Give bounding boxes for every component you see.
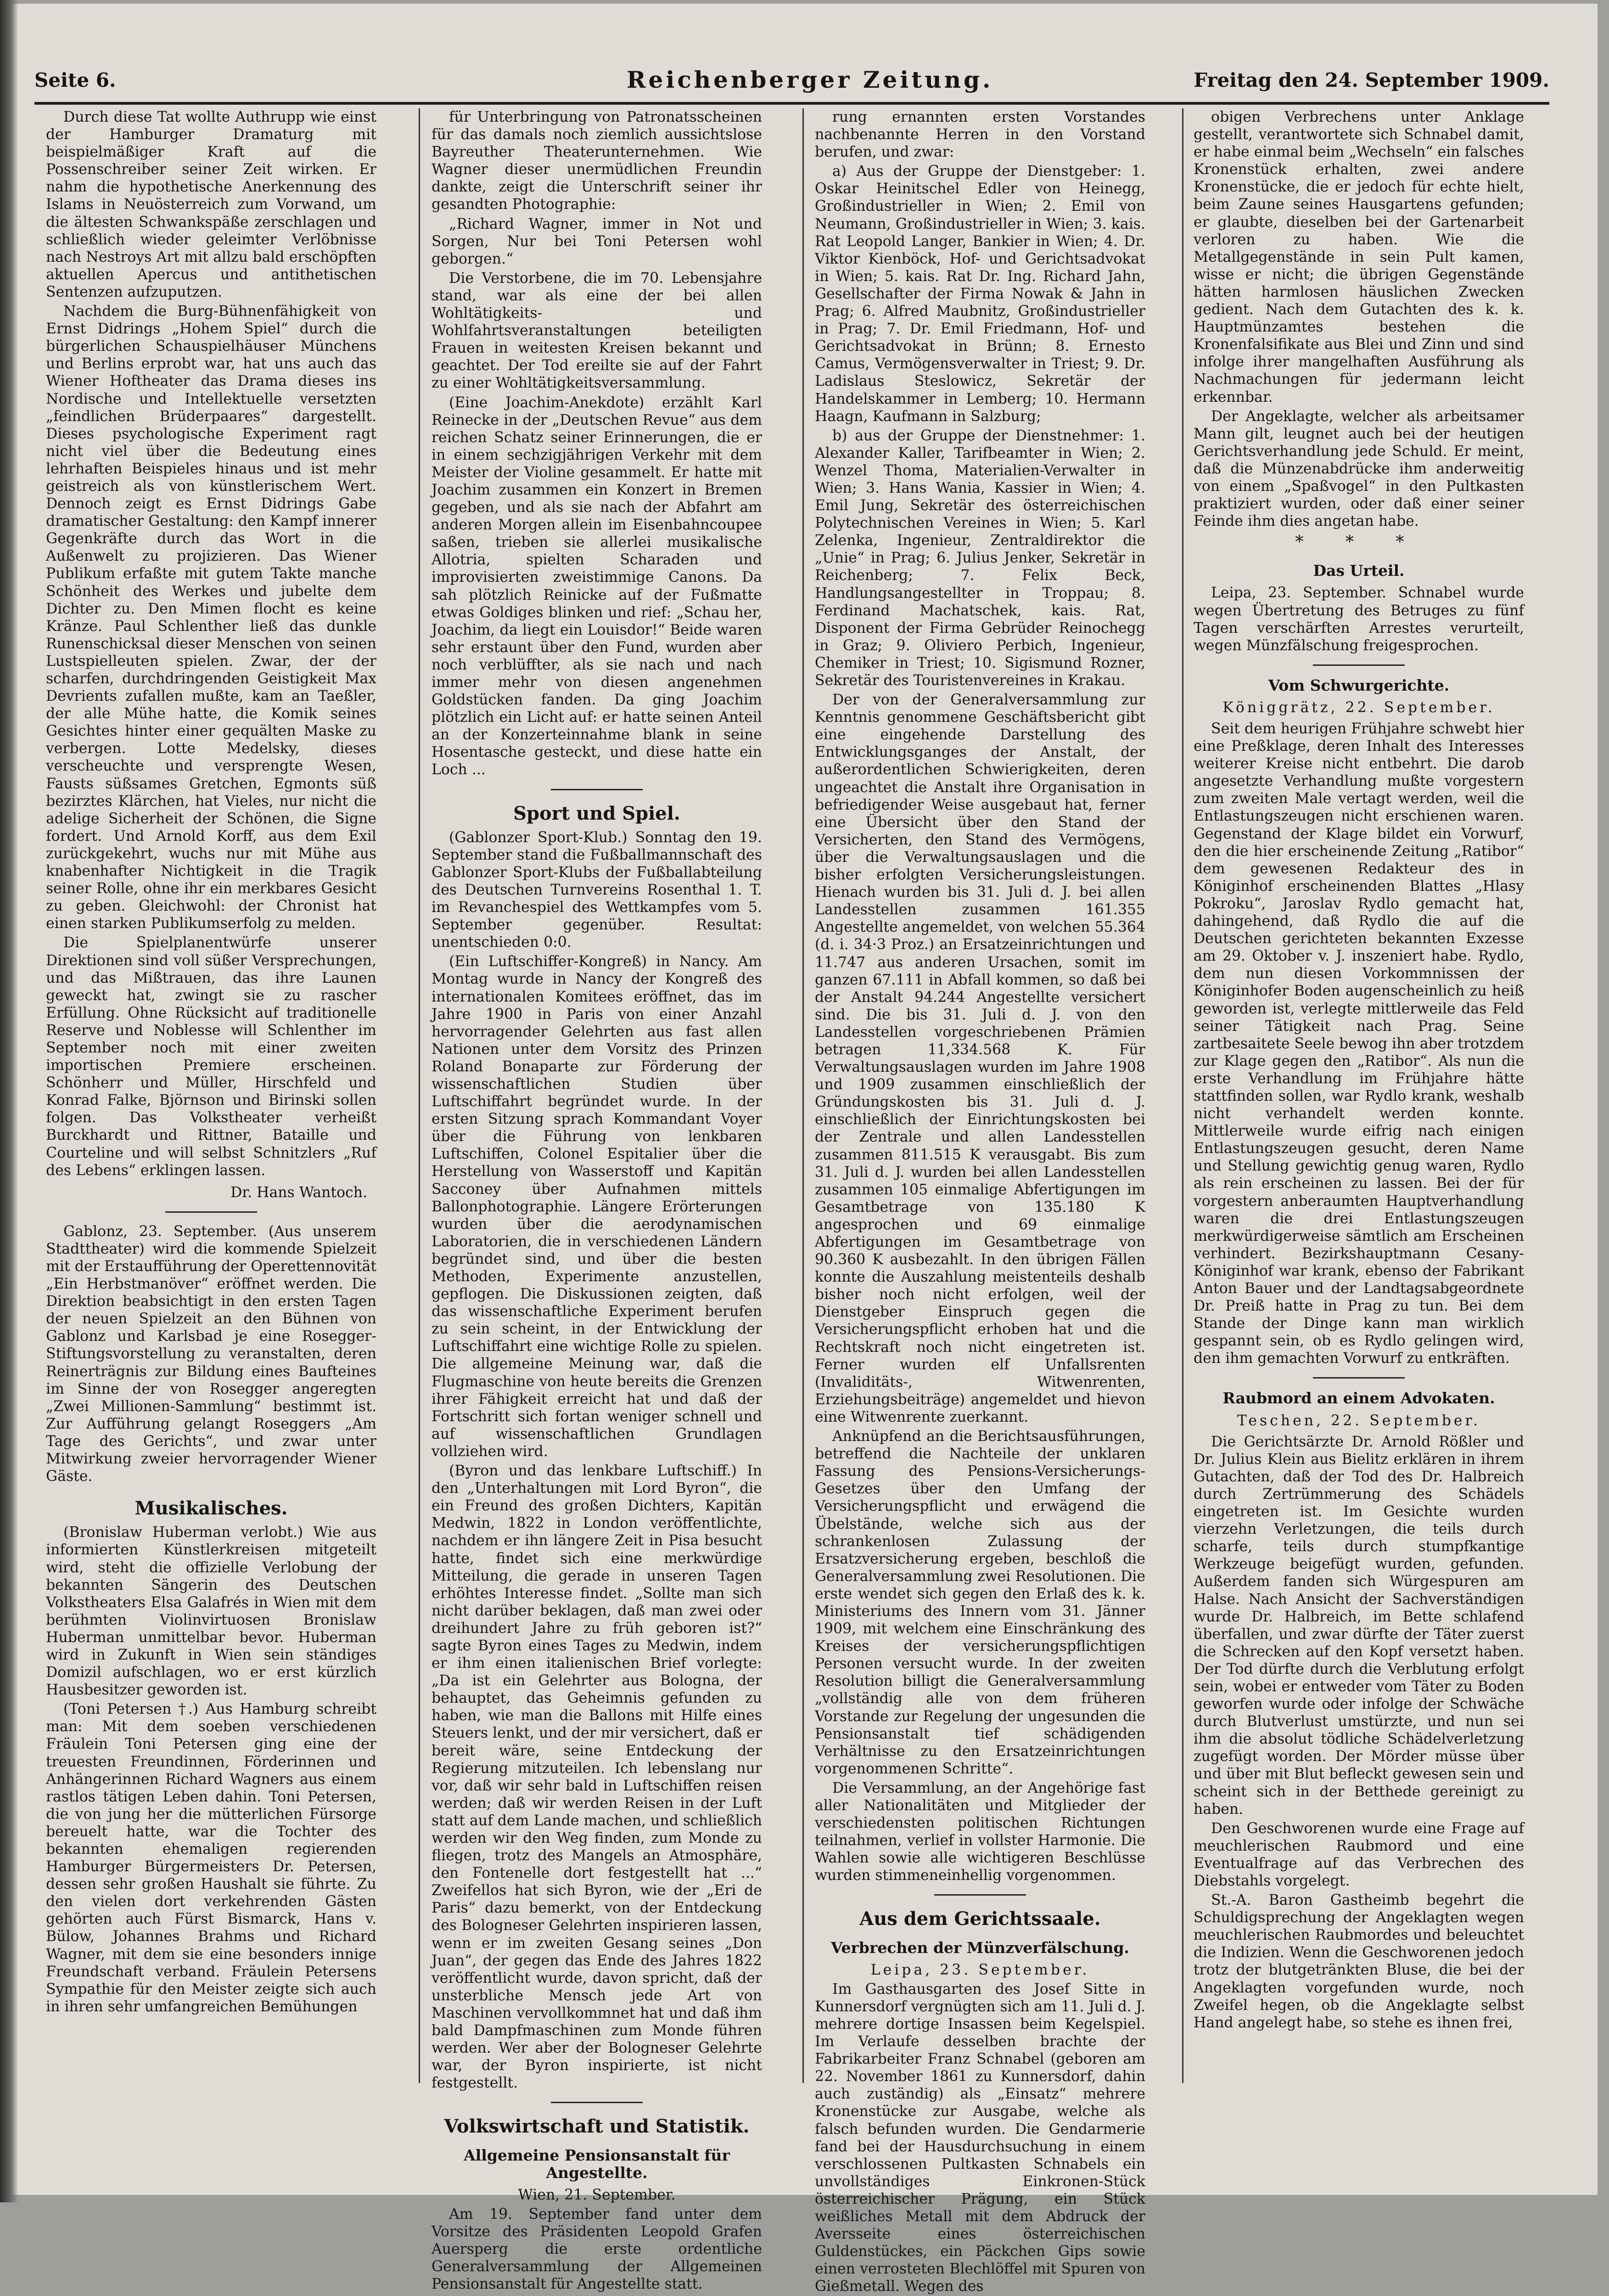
paragraph: a) Aus der Gruppe der Dienstgeber: 1. Oskar Heinitschel Edler von Heinegg, Großindustrieller in Wien; 2. Emil von Neumann, Großindustrieller in Wien; 3. kais. Rat Leopold Langer, Bankier in Wien; 4. Dr. Viktor Kienböck, Hof- und Gerichtsadvokat in Wien; 5. kais. Rat Dr. Ing. Richard Jahn, Gesellschafter der Firma Nowak & Jahn in Prag; 6. Alfred Maubnitz, Großindustrieller in Prag; 7. Dr. Emil Friedmann, Hof- und Gerichtsadvokat in Brünn; 8. Ernesto Camus, Vermögensverwalter in Triest; 9. Dr. Ladislaus Steslowicz, Sekretär der Handelskammer in Lemberg; 10. Hermann Haagn, Kaufmann in Salzburg; bbox=[815, 163, 1145, 425]
dateline: Leipa, 23. September. bbox=[870, 1961, 1090, 1978]
column-rule bbox=[802, 108, 804, 2083]
section-divider bbox=[551, 2102, 643, 2103]
section-divider bbox=[934, 1894, 1026, 1896]
section-heading-sport: Sport und Spiel. bbox=[513, 802, 680, 824]
column-rule bbox=[419, 108, 420, 2083]
subheading-verdict: Das Urteil. bbox=[1313, 562, 1405, 580]
paragraph: (Bronislaw Huberman verlobt.) Wie aus informierten Künstlerkreisen mitgeteilt wird, steht die offizielle Verlobung der bekannten Sängerin des Deutschen Volkstheaters Elsa Galafrés in Wien mit dem berühmten Violinvirtuosen Bronislaw Huberman unmittelbar bevor. Huberman wird in Zukunft in Wien sein ständiges Domizil aufschlagen, wo er erst kürzlich Hausbesitzer geworden ist. bbox=[46, 1524, 376, 1699]
paragraph: Den Geschworenen wurde eine Frage auf meuchlerischen Raubmord und eine Eventualfrage auf das Verbrechen des Diebstahls vorgelegt. bbox=[1194, 1820, 1524, 1889]
quote: „Richard Wagner, immer in Not und Sorgen, Nur bei Toni Petersen wohl geborgen.“ bbox=[432, 215, 762, 267]
paragraph: (Byron und das lenkbare Luftschiff.) In den „Unterhaltungen mit Lord Byron“, die ein Freund des großen Dichters, Kapitän Medwin, 1822 in London veröffentlichte, nachdem er ihn längere Zeit in Pisa besucht hatte, findet sich eine merkwürdige Mitteilung, die gerade in unseren Tagen erhöhtes Interesse findet. „Sollte man sich nicht darüber beklagen, daß man zwei oder dreihundert Jahre zu früh geboren ist?“ sagte Byron eines Tages zu Medwin, indem er ihm einen italienischen Brief vorlegte: „Da ist ein Gelehrter aus Bologna, der behauptet, das Geheimnis gefunden zu haben, wie man die Ballons mit Hilfe eines Steuers lenkt, und der mir versichert, daß er bereit wäre, seine Entdeckung der Regierung mitzuteilen. Ich lebenslang nur vor, daß wir sehr bald in Luftschiffen reisen werden; daß wir werden Reisen in der Luft statt auf dem Lande machen, und schließlich werden wir den Weg finden, zum Monde zu fliegen, trotz des Mangels an Atmosphäre, den Fontenelle dort festgestellt hat ...“ Zweifellos hat sich Byron, wie der „Eri de Paris“ dazu bemerkt, von der Entdeckung des Bologneser Gelehrten inspirieren lassen, wenn er im zweiten Gesang seines „Don Juan“, der gegen das Ende des Jahres 1822 veröffentlicht wurde, davon spricht, daß der unsterbliche Mensch jede Art von Maschinen vervollkommnet hat und daß ihm bald Dampfmaschinen zum Monde führen werden. Wer aber der Bologneser Gelehrte war, der Byron inspirierte, ist nicht festgestellt. bbox=[432, 1463, 762, 2092]
paragraph: für Unterbringung von Patronatsscheinen für das damals noch ziemlich aussichtslose Bayreuther Theaterunternehmen. Wie Wagner dieser unermüdlichen Freundin dankte, zeigt die Unterschrift seiner ihr gesandten Photographie: bbox=[432, 109, 762, 213]
issue-date: Freitag den 24. September 1909. bbox=[1194, 69, 1549, 91]
paragraph: Die Versammlung, an der Angehörige fast aller Nationalitäten und Mitglieder der verschiedensten politischen Richtungen teilnahmen, verlief in vollster Harmonie. Die Wahlen sowie alle wichtigeren Beschlüsse wurden stimmeneinhellig vorgenommen. bbox=[815, 1779, 1145, 1884]
asterism: * * * bbox=[1295, 533, 1423, 552]
paragraph: (Eine Joachim-Anekdote) erzählt Karl Reinecke in der „Deutschen Revue“ aus dem reichen Schatz seiner Erinnerungen, die er in einem sechzigjährigen Verkehr mit dem Meister der Violine gesammelt. Er hatte mit Joachim zusammen ein Konzert in Bremen gegeben, und als sie nach der Abfahrt am anderen Morgen allein im Eisenbahncoupee saßen, trieben sie allerlei musikalische Allotria, spielten Scharaden und improvisierten zweistimmige Canons. Da sah plötzlich Reinicke auf der Fußmatte etwas Goldiges blinken und rief: „Schau her, Joachim, da liegt ein Louisdor!“ Beide waren sehr erstaunt über den Fund, wurden aber noch verblüffter, als sie nach und nach immer mehr von diesen angenehmen Goldstücken fanden. Da ging Joachim plötzlich ein Licht auf: er hatte seinen Anteil an der Konzerteinnahme blank in seine Hosentasche gesteckt, und diese hatte ein Loch ... bbox=[432, 394, 762, 778]
paragraph: Nachdem die Burg-Bühnenfähigkeit von Ernst Didrings „Hohem Spiel“ durch die bürgerlichen Schauspielhäuser Münchens und Berlins erprobt war, hat uns auch das Wiener Hoftheater das Drama dieses ins Nordische und Intellektuelle versetzten „feindlichen Brüderpaares“ dargestellt. Dieses psychologische Experiment ragt nicht viel über die Bedeutung eines lehrhaften Beispieles hinaus und ist mehr geistreich als von künstlerischem Wert. Dennoch zeigt es Ernst Didrings Gabe dramatischer Gestaltung: den Kampf innerer Gegenkräfte durch das Wort in die Außenwelt zu projizieren. Das Wiener Publikum erfaßte mit gutem Takte manche Schönheit des Werkes und jubelte dem Dichter zu. Den Mimen flocht es keine Kränze. Paul Schlenther ließ das dunkle Runenschicksal dieser Menschen von seinen Lustspielleuten spielen. Zwar, der der scharfen, durchdringenden Geistigkeit Max Devrients zufallen mußte, kam an Taeßler, der alle Mühe hatte, die Komik seines Gesichtes hinter einer gequälten Maske zu verbergen. Lotte Medelsky, dieses verscheuchte und versprengte Wesen, Fausts süßsames Gretchen, Egmonts süß bezirztes Klärchen, hat Vieles, nur nicht die adelige Sicherheit der Schönen, die Signe fordert. Und Arnold Korff, aus dem Exil zurückgekehrt, wuchs nur mit Mühe aus knabenhafter Nichtigkeit in die Tragik seiner Rolle, ohne ihr ein merkbares Gesicht zu geben. Gleichwohl: der Chronist hat einen starken Publikumserfolg zu melden. bbox=[46, 303, 376, 932]
column-3 bbox=[815, 108, 1145, 2295]
paragraph: Anknüpfend an die Berichtsausführungen, betreffend die Nachteile der unklaren Fassung des Pensions-Versicherungs-Gesetzes über den Umfang der Versicherungspflicht und erwägend die Übelstände, welche sich aus der schrankenlosen Zulassung der Ersatzversicherung ergeben, beschloß die Generalversammlung zwei Resolutionen. Die erste wendet sich gegen den Erlaß des k. k. Ministeriums des Innern vom 31. Jänner 1909, mit welchem eine Einschränkung des Kreises der versicherungspflichtigen Personen versucht wurde. In der zweiten Resolution billigt die Generalversammlung „vollständig alle von dem früheren Vorstande zur Regelung der ungesunden die Pensionsanstalt tief schädigenden Verhältnisse zu den Ersatzeinrichtungen vorgenommenen Schritte“. bbox=[815, 1428, 1145, 1777]
paragraph: obigen Verbrechens unter Anklage gestellt, verantwortete sich Schnabel damit, er habe einmal beim „Wechseln“ ein falsches Kronenstück erhalten, zwei andere Kronenstücke, die er jedoch für echte hielt, beim Zaune seines Hausgartens gefunden; er glaubte, dieselben bei der Gartenarbeit verloren zu haben. Wie die Metallgegenstände in sein Pult kamen, wisse er nicht; die übrigen Gegenstände hätten harmlosen häuslichen Zwecken gedient. Nach dem Gutachten des k. k. Hauptmünzamtes bestehen die Kronenfalsifikate aus Blei und Zinn und sind infolge ihrer mangelhaften Ausführung als Nachmachungen für jedermann leicht erkennbar. bbox=[1194, 109, 1524, 405]
header-rule bbox=[34, 102, 1549, 105]
paragraph: b) aus der Gruppe der Dienstnehmer: 1. Alexander Kaller, Tarifbeamter in Wien; 2. Wenzel Thoma, Materialien-Verwalter in Wien; 3. Hans Wania, Kassier in Wien; 4. Emil Jung, Sekretär des österreichischen Polytechnischen Vereines in Wien; 5. Karl Zelenka, Ingenieur, Zentraldirektor die „Unie“ in Prag; 6. Julius Jenker, Sekretär in Reichenberg; 7. Felix Beck, Handlungsangestellter in Troppau; 8. Ferdinand Machatschek, kais. Rat, Disponent der Firma Gebrüder Reinochegg in Graz; 9. Oliviero Perbich, Ingenieur, Chemiker in Triest; 10. Sigismund Rozner, Sekretär des Touristenvereines in Krakau. bbox=[815, 427, 1145, 689]
section-divider bbox=[551, 789, 643, 790]
column-rule bbox=[1182, 108, 1183, 2083]
section-heading-economy: Volkswirtschaft und Statistik. bbox=[444, 2116, 750, 2138]
paragraph: Die Gerichtsärzte Dr. Arnold Rößler und Dr. Julius Klein aus Bielitz erklären in ihrem Gutachten, daß der Tod des Dr. Halbreich durch Zertrümmerung des Schädels eingetreten ist. Im Gesichte wurden vierzehn Verletzungen, die teils durch scharfe, teils durch stumpfkantige Werkzeuge beigefügt wurden, gefunden. Außerdem fanden sich Würgespuren am Halse. Nach Ansicht der Sachverständigen wurde Dr. Halbreich, im Bette schlafend überfallen, und zwar dürfte der Täter zuerst die Schrecken auf den Kopf versetzt haben. Der Tod dürfte durch die Verblutung erfolgt sein, wobei er entweder vom Täter zu Boden geworfen wurde oder infolge der Schwäche durch Blutverlust umstürzte, und nun sei ihm die absolut tödliche Schädelverletzung zugefügt worden. Der Mörder müsse über und über mit Blut befleckt gewesen sein und scheint sich in der Betthede gereinigt zu haben. bbox=[1194, 1433, 1524, 1818]
column-2 bbox=[432, 108, 762, 2293]
paragraph: Die Verstorbene, die im 70. Lebensjahre stand, war als eine der bei allen Wohltätigkeits- und Wohlfahrtsveranstaltungen beteiligten Frauen in weitesten Kreisen bekannt und geachtet. Der Tod ereilte sie auf der Fahrt zu einer Wohltätigkeitsversammlung. bbox=[432, 270, 762, 392]
paragraph: Seit dem heurigen Frühjahre schwebt hier eine Preßklage, deren Inhalt des Interesses weiterer Kreise nicht entbehrt. Die darob angesetzte Verhandlung mußte vorgestern zum zweiten Male vertagt werden, weil die Entlastungszeugen nicht erschienen waren. Gegenstand der Klage bildet ein Vorwurf, den die hier erscheinende Zeitung „Ratibor“ dem gewesenen Redakteur des in Königinhof erscheinenden Blattes „Hlasy Pokroku“, Jaroslav Rydlo gemacht hat, dahingehend, daß Rydlo die auf die Deutschen gerichteten bekannten Exzesse am 29. Oktober v. J. inszeniert habe. Rydlo, dem nun diesen Vorkommnissen der Königinhofer Boden augenscheinlich zu heiß geworden ist, verlegte mittlerweile das Feld seiner Tätigkeit nach Prag. Seine zartbesaitete Seele bewog ihn aber trotzdem zur Klage gegen den „Ratibor“. Als nun die erste Verhandlung im Frühjahre hätte stattfinden sollen, war Rydlo krank, weshalb nicht verhandelt werden konnte. Mittlerweile wurde eifrig nach einigen Entlastungszeugen gesucht, deren Name und Stellung gewichtig genug waren, Rydlo als rein erscheinen zu lassen. Bei der für vorgestern anberaumten Hauptverhandlung waren die drei Entlastungszeugen merkwürdigerweise sämtlich am Erscheinen verhindert. Bezirkshauptmann Cesany-Königinhof war krank, ebenso der Fabrikant Anton Bauer und der Landtagsabgeordnete Dr. Preiß hatte in Prag zu tun. Bei dem Stande der Dinge kann man wirklich gespannt sein, ob es Rydlo gelingen wird, den ihm gemachten Vorwurf zu entkräften. bbox=[1194, 720, 1524, 1367]
paragraph: (Ein Luftschiffer-Kongreß) in Nancy. Am Montag wurde in Nancy der Kongreß des internationalen Komitees eröffnet, das im Jahre 1900 in Paris von einer Anzahl hervorragender Gelehrten aus fast allen Nationen unter dem Vorsitz des Prinzen Roland Bonaparte zur Förderung der wissenschaftlichen Studien über Luftschiffahrt begründet wurde. In der ersten Sitzung sprach Kommandant Voyer über die Führung von lenkbaren Luftschiffen, Colonel Espitalier über die Herstellung von Wasserstoff und Kapitän Sacconey über Aufnahmen mittels Ballonphotographie. Längere Erörterungen wurden über die aerodynamischen Laboratorien, die in verschiedenen Ländern begründet sind, und über die besten Methoden, Experimente anzustellen, gepflogen. Die Diskussionen zeigten, daß das wissenschaftliche Experiment berufen zu sein scheint, in der Entwicklung der Luftschiffahrt eine wichtige Rolle zu spielen. Die allgemeine Meinung war, daß die Flugmaschine von heute bereits die Grenzen ihrer Fähigkeit erreicht hat und daß der Fortschritt sich fortan weniger schnell und auf wissenschaftlichen Grundlagen vollziehen wird. bbox=[432, 953, 762, 1460]
section-divider bbox=[1313, 664, 1405, 666]
paragraph: Der von der Generalversammlung zur Kenntnis genommene Geschäftsbericht gibt eine eingehende Darstellung des Entwicklungsganges der Anstalt, der außerordentlichen Schwierigkeiten, deren ungeachtet die Anstalt ihre Organisation in befriedigender Weise ausgebaut hat, ferner eine Übersicht über den Stand der Versicherten, den Stand des Vermögens, über die Verwaltungsauslagen und die bisher erfolgten Versicherungsleistungen. Hienach wurden bis 31. Juli d. J. bei allen Landesstellen zusammen 161.355 Angestellte angemeldet, von welchen 55.364 (d. i. 34·3 Proz.) an Ersatzeinrichtungen und 11.747 aus anderen Ursachen, somit im ganzen 67.111 in Abfall kommen, so daß bei der Anstalt 94.244 Angestellte versichert sind. Die bis 31. Juli d. J. von den Landesstellen vorgeschriebenen Prämien betragen 11,334.568 K. Für Verwaltungsauslagen wurden im Jahre 1908 und 1909 zusammen einschließlich der Gründungskosten bis 31. Juli d. J. einschließlich der Einrichtungskosten bei der Zentrale und allen Landesstellen zusammen 811.515 K verausgabt. Bis zum 31. Juli d. J. wurden bei allen Landesstellen zusammen 105 einmalige Abfertigungen im Gesamtbetrage von 135.180 K angesprochen und 69 einmalige Abfertigungen im Gesamtbetrage von 90.360 K ausbezahlt. In den übrigen Fällen konnte die Auszahlung meistenteils deshalb bisher noch nicht erfolgen, weil der Dienstgeber Einspruch gegen die Versicherungspflicht erhoben hat und die Rechtskraft noch nicht eingetreten ist. Ferner wurden elf Unfallsrenten (Invaliditäts-, Witwenrenten, Erziehungsbeiträge) angemeldet und hievon eine Witwenrente zuerkannt. bbox=[815, 692, 1145, 1425]
paragraph: (Toni Petersen †.) Aus Hamburg schreibt man: Mit dem soeben verschiedenen Fräulein Toni Petersen ging eine der treuesten Freundinnen, Förderinnen und Anhängerinnen Richard Wagners aus einem rastlos tätigen Leben dahin. Toni Petersen, die von jung her die mütterlichen Fürsorge bereuelt hatte, war die Tochter des bekannten ehemaligen regierenden Hamburger Bürgermeisters Dr. Petersen, dessen sehr großen Haushalt sie führte. Zu den vielen dort verkehrenden Gästen gehörten auch Fürst Bismarck, Hans v. Bülow, Johannes Brahms und Richard Wagner, mit dem sie eine besonders innige Freundschaft verband. Fräulein Petersens Sympathie für den Meister zeigte sich auch in ihren sehr umfangreichen Bemühungen bbox=[46, 1701, 376, 2015]
paragraph: Am 19. September fand unter dem Vorsitze des Präsidenten Leopold Grafen Auersperg die erste ordentliche Generalversammlung der Allgemeinen Pensionsanstalt für Angestellte statt. bbox=[432, 2206, 762, 2293]
paragraph: Leipa, 23. September. Schnabel wurde wegen Übertretung des Betruges zu fünf Tagen verschärften Arrestes verurteilt, wegen Münzfälschung freigesprochen. bbox=[1194, 585, 1524, 654]
masthead: Reichenberger Zeitung. bbox=[627, 66, 993, 93]
section-divider bbox=[165, 1211, 257, 1213]
page-number: Seite 6. bbox=[34, 69, 116, 91]
paragraph: Im Gasthausgarten des Josef Sitte in Kunnersdorf vergnügten sich am 11. Juli d. J. mehrere dortige Insassen beim Kegelspiel. Im Verlaufe desselben brachte der Fabrikarbeiter Franz Schnabel (geboren am 22. November 1861 zu Kunnersdorf, dahin auch zuständig) als „Einsatz“ mehrere Kronenstücke zur Ausgabe, welche als falsch befunden wurden. Die Gendarmerie fand bei der Hausdurchsuchung in einem verschlossenen Pultkasten Schnabels ein unvollständiges Einkronen-Stück österreichischer Prägung, ein Stück weißliches Metall mit dem Abdruck der Aversseite eines österreichischen Guldenstückes, ein Päckchen Gips sowie einen verrosteten Blechlöffel mit Spuren von Gießmetall. Wegen des bbox=[815, 1981, 1145, 2295]
subheading-jury: Vom Schwurgerichte. bbox=[1268, 676, 1450, 694]
subheading-murder: Raubmord an einem Advokaten. bbox=[1222, 1389, 1495, 1407]
paragraph: Durch diese Tat wollte Authrupp wie einst der Hamburger Dramaturg mit beispielmäßiger Kraft auf die Possenschreiber seiner Zeit wirken. Er nahm die hypothetische Anerkennung des Islams in Neuösterreich zum Vorwand, um die ältesten Schwankspäße zerschlagen und schließlich wieder geleimter Verlöbnisse nach Nestroys Art mit allzu bald erschöpften aktuellen Apercus und antithetischen Sentenzen aufzuputzen. bbox=[46, 109, 376, 300]
section-divider bbox=[1313, 1377, 1405, 1379]
dateline: Teschen, 22. September. bbox=[1237, 1412, 1481, 1429]
dateline: Wien, 21. September. bbox=[518, 2186, 676, 2203]
column-4 bbox=[1194, 108, 1524, 2161]
paragraph: Gablonz, 23. September. (Aus unserem Stadttheater) wird die kommende Spielzeit mit der Erstaufführung der Operettennovität „Ein Herbstmanöver“ eröffnet werden. Die Direktion beabsichtigt in den ersten Tagen der neuen Spielzeit an den Bühnen von Gablonz und Karlsbad je eine Rosegger-Stiftungsvorstellung zu veranstalten, deren Reinerträgnis zur Bildung eines Baufteines im Sinne der von Rosegger angeregten „Zwei Millionen-Sammlung“ bestimmt ist. Zur Aufführung gelangt Roseggers „Am Tage des Gerichts“, und zwar unter Mitwirkung zweier hervorragender Wiener Gäste. bbox=[46, 1223, 376, 1485]
subheading: Allgemeine Pensionsanstalt für Angestellte. bbox=[464, 2146, 730, 2182]
paragraph: (Gablonzer Sport-Klub.) Sonntag den 19. September stand die Fußballmannschaft des Gablonzer Sport-Klubs der Fußballabteilung des Deutschen Turnvereins Rosenthal 1. T. im Revanchespiel des Wettkampfes vom 5. September gegenüber. Resultat: unentschieden 0:0. bbox=[432, 829, 762, 951]
section-heading-music: Musikalisches. bbox=[135, 1497, 288, 1519]
paragraph: rung ernannten ersten Vorstandes nachbenannte Herren in den Vorstand berufen, und zwar: bbox=[815, 109, 1145, 161]
column-1 bbox=[46, 108, 376, 2161]
dateline: Königgrätz, 22. September. bbox=[1222, 699, 1495, 716]
paragraph: St.-A. Baron Gastheimb begehrt die Schuldigsprechung der Angeklagten wegen meuchlerischen Raubmordes und beleuchtet die Indizien. Wenn die Geschworenen jedoch trotz der blutgetränkten Bluse, die bei der Angeklagten vorgefunden wurde, noch Zweifel hegen, ob die Angeklagte selbst Hand angelegt habe, so stehe es ihnen frei, bbox=[1194, 1892, 1524, 2031]
paragraph: Der Angeklagte, welcher als arbeitsamer Mann gilt, leugnet auch bei der heutigen Gerichtsverhandlung jede Schuld. Er meint, daß die Münzenabdrücke ihm anderweitig von einem „Spaßvogel“ in den Pultkasten praktiziert wurden, oder daß einer seiner Feinde ihm dies angetan habe. bbox=[1194, 408, 1524, 530]
page-header bbox=[34, 66, 1549, 101]
subheading: Verbrechen der Münzverfälschung. bbox=[830, 1938, 1130, 1957]
section-heading-court: Aus dem Gerichtssaale. bbox=[859, 1908, 1101, 1930]
scan-binding-edge bbox=[0, 0, 18, 2202]
author-signature: Dr. Hans Wantoch. bbox=[230, 1184, 367, 1201]
paragraph: Die Spielplanentwürfe unserer Direktionen sind voll süßer Versprechungen, und das Mißtrauen, das ihre Launen geweckt hat, zwingt sie zu rascher Erfüllung. Ohne Rücksicht auf traditionelle Reserve und Noblesse will Schlenther im September noch mit einer zweiten importischen Premiere erscheinen. Schönherr und Müller, Hirschfeld und Konrad Falke, Björnson und Birinski sollen folgen. Das Volkstheater verheißt Burckhardt und Rittner, Bataille und Courteline und will selbst Schnitzlers „Ruf des Lebens“ erklingen lassen. bbox=[46, 934, 376, 1179]
